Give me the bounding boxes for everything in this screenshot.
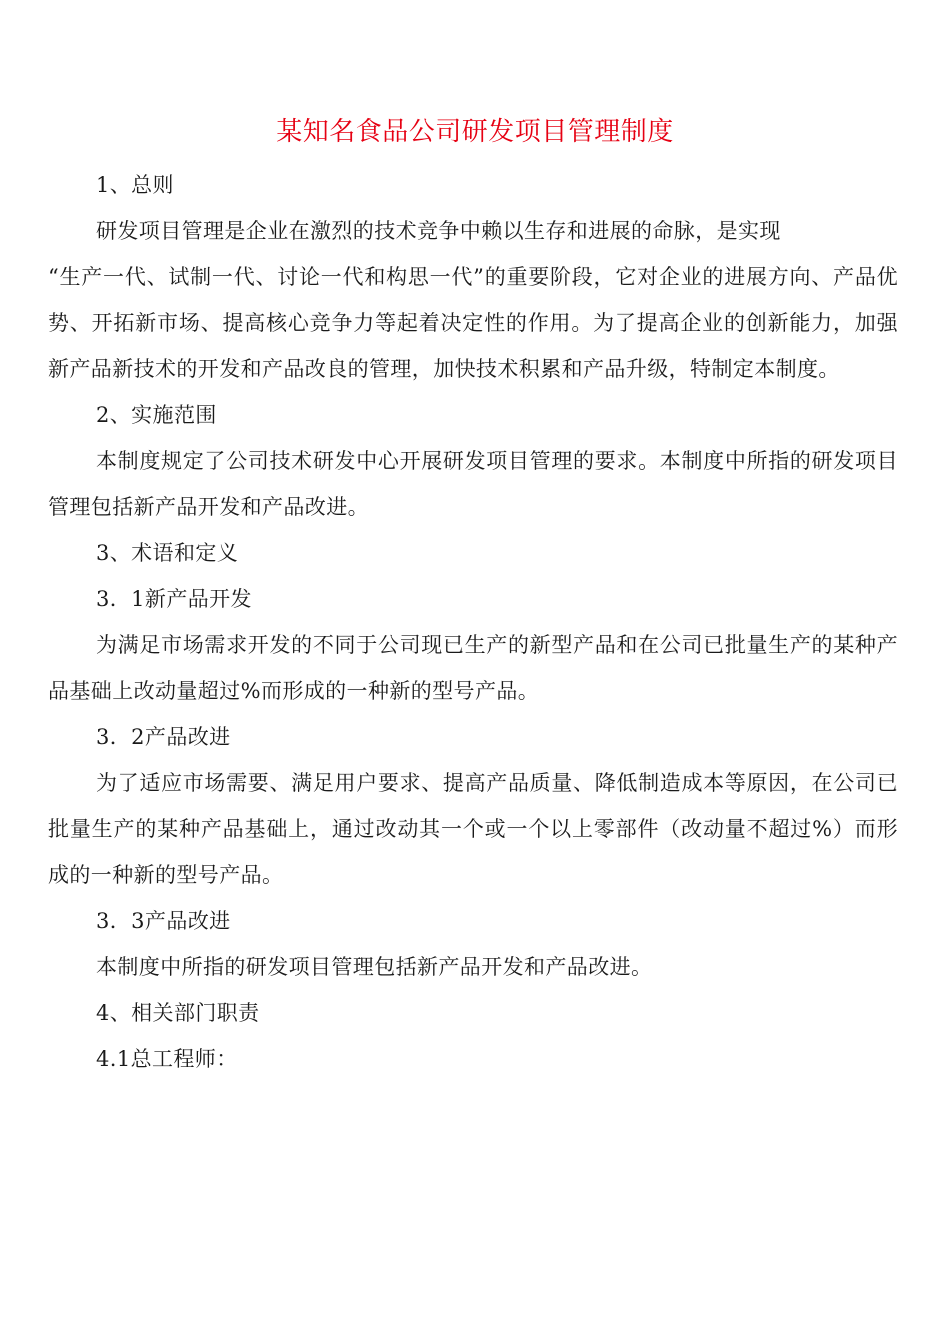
subsection-heading-chief-engineer: 4.1总工程师： bbox=[96, 1047, 238, 1071]
paragraph-scope: 本制度规定了公司技术研发中心开展研发项目管理的要求。本制度中所指的研发项目管理包括新产品开发和产品改进。 bbox=[48, 449, 898, 519]
paragraph-scope-summary: 本制度中所指的研发项目管理包括新产品开发和产品改进。 bbox=[96, 955, 653, 979]
paragraph-product-improvement: 为了适应市场需要、满足用户要求、提高产品质量、降低制造成本等原因，在公司已批量生产的某种产品基础上，通过改动其一个或一个以上零部件（改动量不超过%）而形成的一种新的型号产品。 bbox=[48, 771, 898, 887]
subsection-heading-product-improvement-2: 3．3产品改进 bbox=[96, 909, 231, 933]
document-title: 某知名食品公司研发项目管理制度 bbox=[276, 117, 674, 147]
subsection-heading-product-improvement: 3．2产品改进 bbox=[96, 725, 231, 749]
document-body bbox=[48, 162, 898, 1082]
paragraph-general-continued: “生产一代、试制一代、讨论一代和构思一代”的重要阶段，它对企业的进展方向、产品优势、开拓新市场、提高核心竞争力等起着决定性的作用。为了提高企业的创新能力，加强新产品新技术的开发和产品改良的管理，加快技术积累和产品升级，特制定本制度。 bbox=[48, 265, 898, 381]
section-heading-responsibilities: 4、相关部门职责 bbox=[96, 1001, 260, 1025]
paragraph-new-product: 为满足市场需求开发的不同于公司现已生产的新型产品和在公司已批量生产的某种产品基础上改动量超过%而形成的一种新的型号产品。 bbox=[48, 633, 898, 703]
section-heading-terms: 3、术语和定义 bbox=[96, 541, 239, 565]
paragraph-general-intro: 研发项目管理是企业在激烈的技术竞争中赖以生存和进展的命脉，是实现 bbox=[96, 219, 781, 243]
section-heading-general: 1、总则 bbox=[96, 173, 174, 197]
subsection-heading-new-product: 3．1新产品开发 bbox=[96, 587, 252, 611]
section-heading-scope: 2、实施范围 bbox=[96, 403, 217, 427]
